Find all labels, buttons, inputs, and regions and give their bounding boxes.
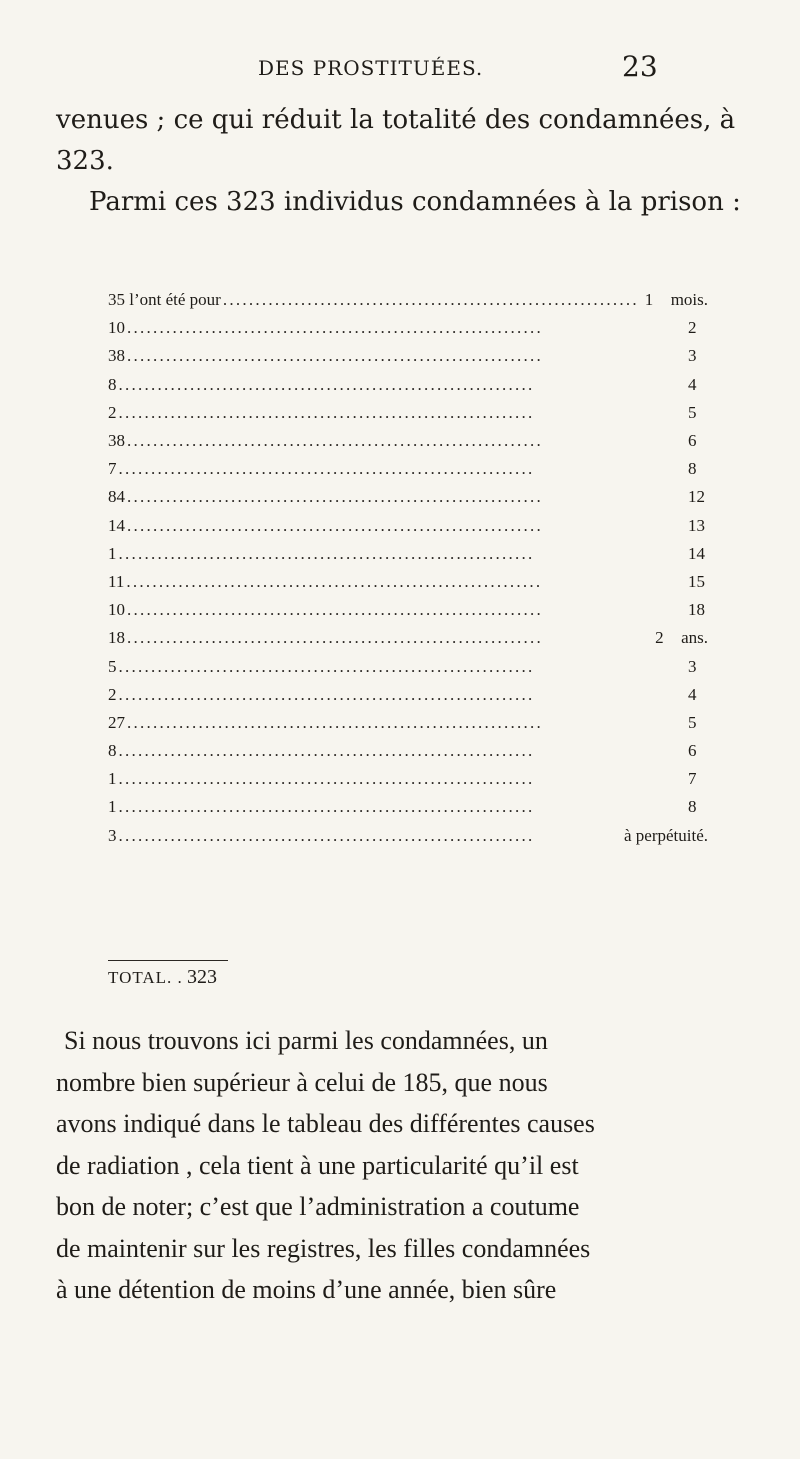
body-line: de radiation , cela tient à une particularité qu’il est [56,1150,579,1180]
dot-leader [119,657,683,677]
row-count: 14 [108,515,125,535]
row-count: 35 l’ont été pour [108,290,221,310]
total-label: TOTAL. . [108,968,183,987]
table-row [108,399,708,427]
body-paragraph [56,1020,748,1311]
table-row [108,709,708,737]
dot-leader [119,459,683,479]
row-unit: mois. [670,290,708,310]
table-row [108,314,708,342]
row-count: 8 [108,374,117,394]
row-count: 84 [108,487,125,507]
table-row [108,568,708,596]
row-duration: 4 [688,684,697,704]
table-row [108,540,708,568]
row-duration: 6 [688,431,697,451]
row-count: 18 [108,628,125,648]
row-count: 10 [108,600,125,620]
total-value: 323 [187,966,218,988]
dot-leader [119,769,683,789]
dot-leader [223,290,639,310]
row-duration: 8 [688,797,697,817]
row-duration: à perpétuité. [623,825,708,845]
table-row [108,427,708,455]
row-duration: 3 [688,656,697,676]
dot-leader [119,826,618,846]
table-row [108,737,708,765]
table-row [108,822,708,850]
dot-leader [119,797,683,817]
dot-leader [127,713,682,733]
row-duration: 18 [688,600,705,620]
dot-leader [119,375,683,395]
row-duration: 5 [688,402,697,422]
table-row [108,624,708,652]
dot-leader [127,487,682,507]
body-line: à une détention de moins d’une année, bien sûre [56,1275,557,1304]
dot-leader [127,516,682,536]
row-count: 5 [108,656,117,676]
row-count: 1 [108,797,117,817]
row-duration: 14 [688,543,705,563]
row-count: 38 [108,346,125,366]
page-number: 23 [622,50,658,83]
row-count: 7 [108,459,117,479]
row-count: 38 [108,431,125,451]
row-count: 11 [108,571,125,591]
table-row [108,681,708,709]
table-row [108,455,708,483]
table-row [108,342,708,370]
body-line: de maintenir sur les registres, les filles condamnées [56,1233,591,1263]
dot-leader [127,600,682,620]
row-count: 27 [108,712,125,732]
running-title: DES PROSTITUÉES. [258,56,484,80]
table-row [108,371,708,399]
sentence-table [108,286,708,850]
body-line: Si nous trouvons ici parmi les condamnées, un [64,1026,548,1055]
row-duration: 15 [688,571,705,591]
row-count: 1 [108,769,117,789]
table-row [108,765,708,793]
row-duration: 4 [688,374,697,394]
paragraph-line: Parmi ces 323 individus condamnées à la prison : [89,187,741,217]
table-row [108,652,708,680]
table-row [108,286,708,314]
row-count: 2 [108,402,117,422]
dot-leader [127,346,682,366]
row-duration: 3 [688,346,697,366]
row-count: 10 [108,318,125,338]
row-duration: 7 [688,769,697,789]
row-count: 3 [108,825,117,845]
row-duration: 13 [688,515,705,535]
dot-leader [119,403,683,423]
row-duration: 6 [688,741,697,761]
row-unit: ans. [681,628,708,648]
row-count: 8 [108,741,117,761]
total-line [108,966,217,989]
total-rule [108,960,228,961]
body-line: bon de noter; c’est que l’administration a coutume [56,1192,580,1221]
dot-leader [127,628,649,648]
body-line: avons indiqué dans le tableau des différentes causes [56,1109,595,1138]
row-duration: 1 [644,290,654,310]
dot-leader [119,741,683,761]
row-count: 1 [108,543,117,563]
dot-leader [126,572,682,592]
row-count: 2 [108,684,117,704]
table-row [108,483,708,511]
row-duration: 2 [688,318,697,338]
dot-leader [127,431,682,451]
row-duration: 12 [688,487,705,507]
paragraph-line: venues ; ce qui réduit la totalité des condamnées, à [56,105,736,135]
running-head [0,50,800,90]
paragraph-lead [56,182,746,223]
table-row [108,793,708,821]
paragraph-line: 323. [56,146,114,176]
dot-leader [119,685,683,705]
row-duration: 8 [688,459,697,479]
paragraph-intro [56,100,746,182]
table-row [108,512,708,540]
table-row [108,596,708,624]
dot-leader [119,544,683,564]
row-duration: 5 [688,712,697,732]
body-line: nombre bien supérieur à celui de 185, que nous [56,1067,548,1097]
row-duration: 2 [655,628,664,648]
dot-leader [127,318,682,338]
